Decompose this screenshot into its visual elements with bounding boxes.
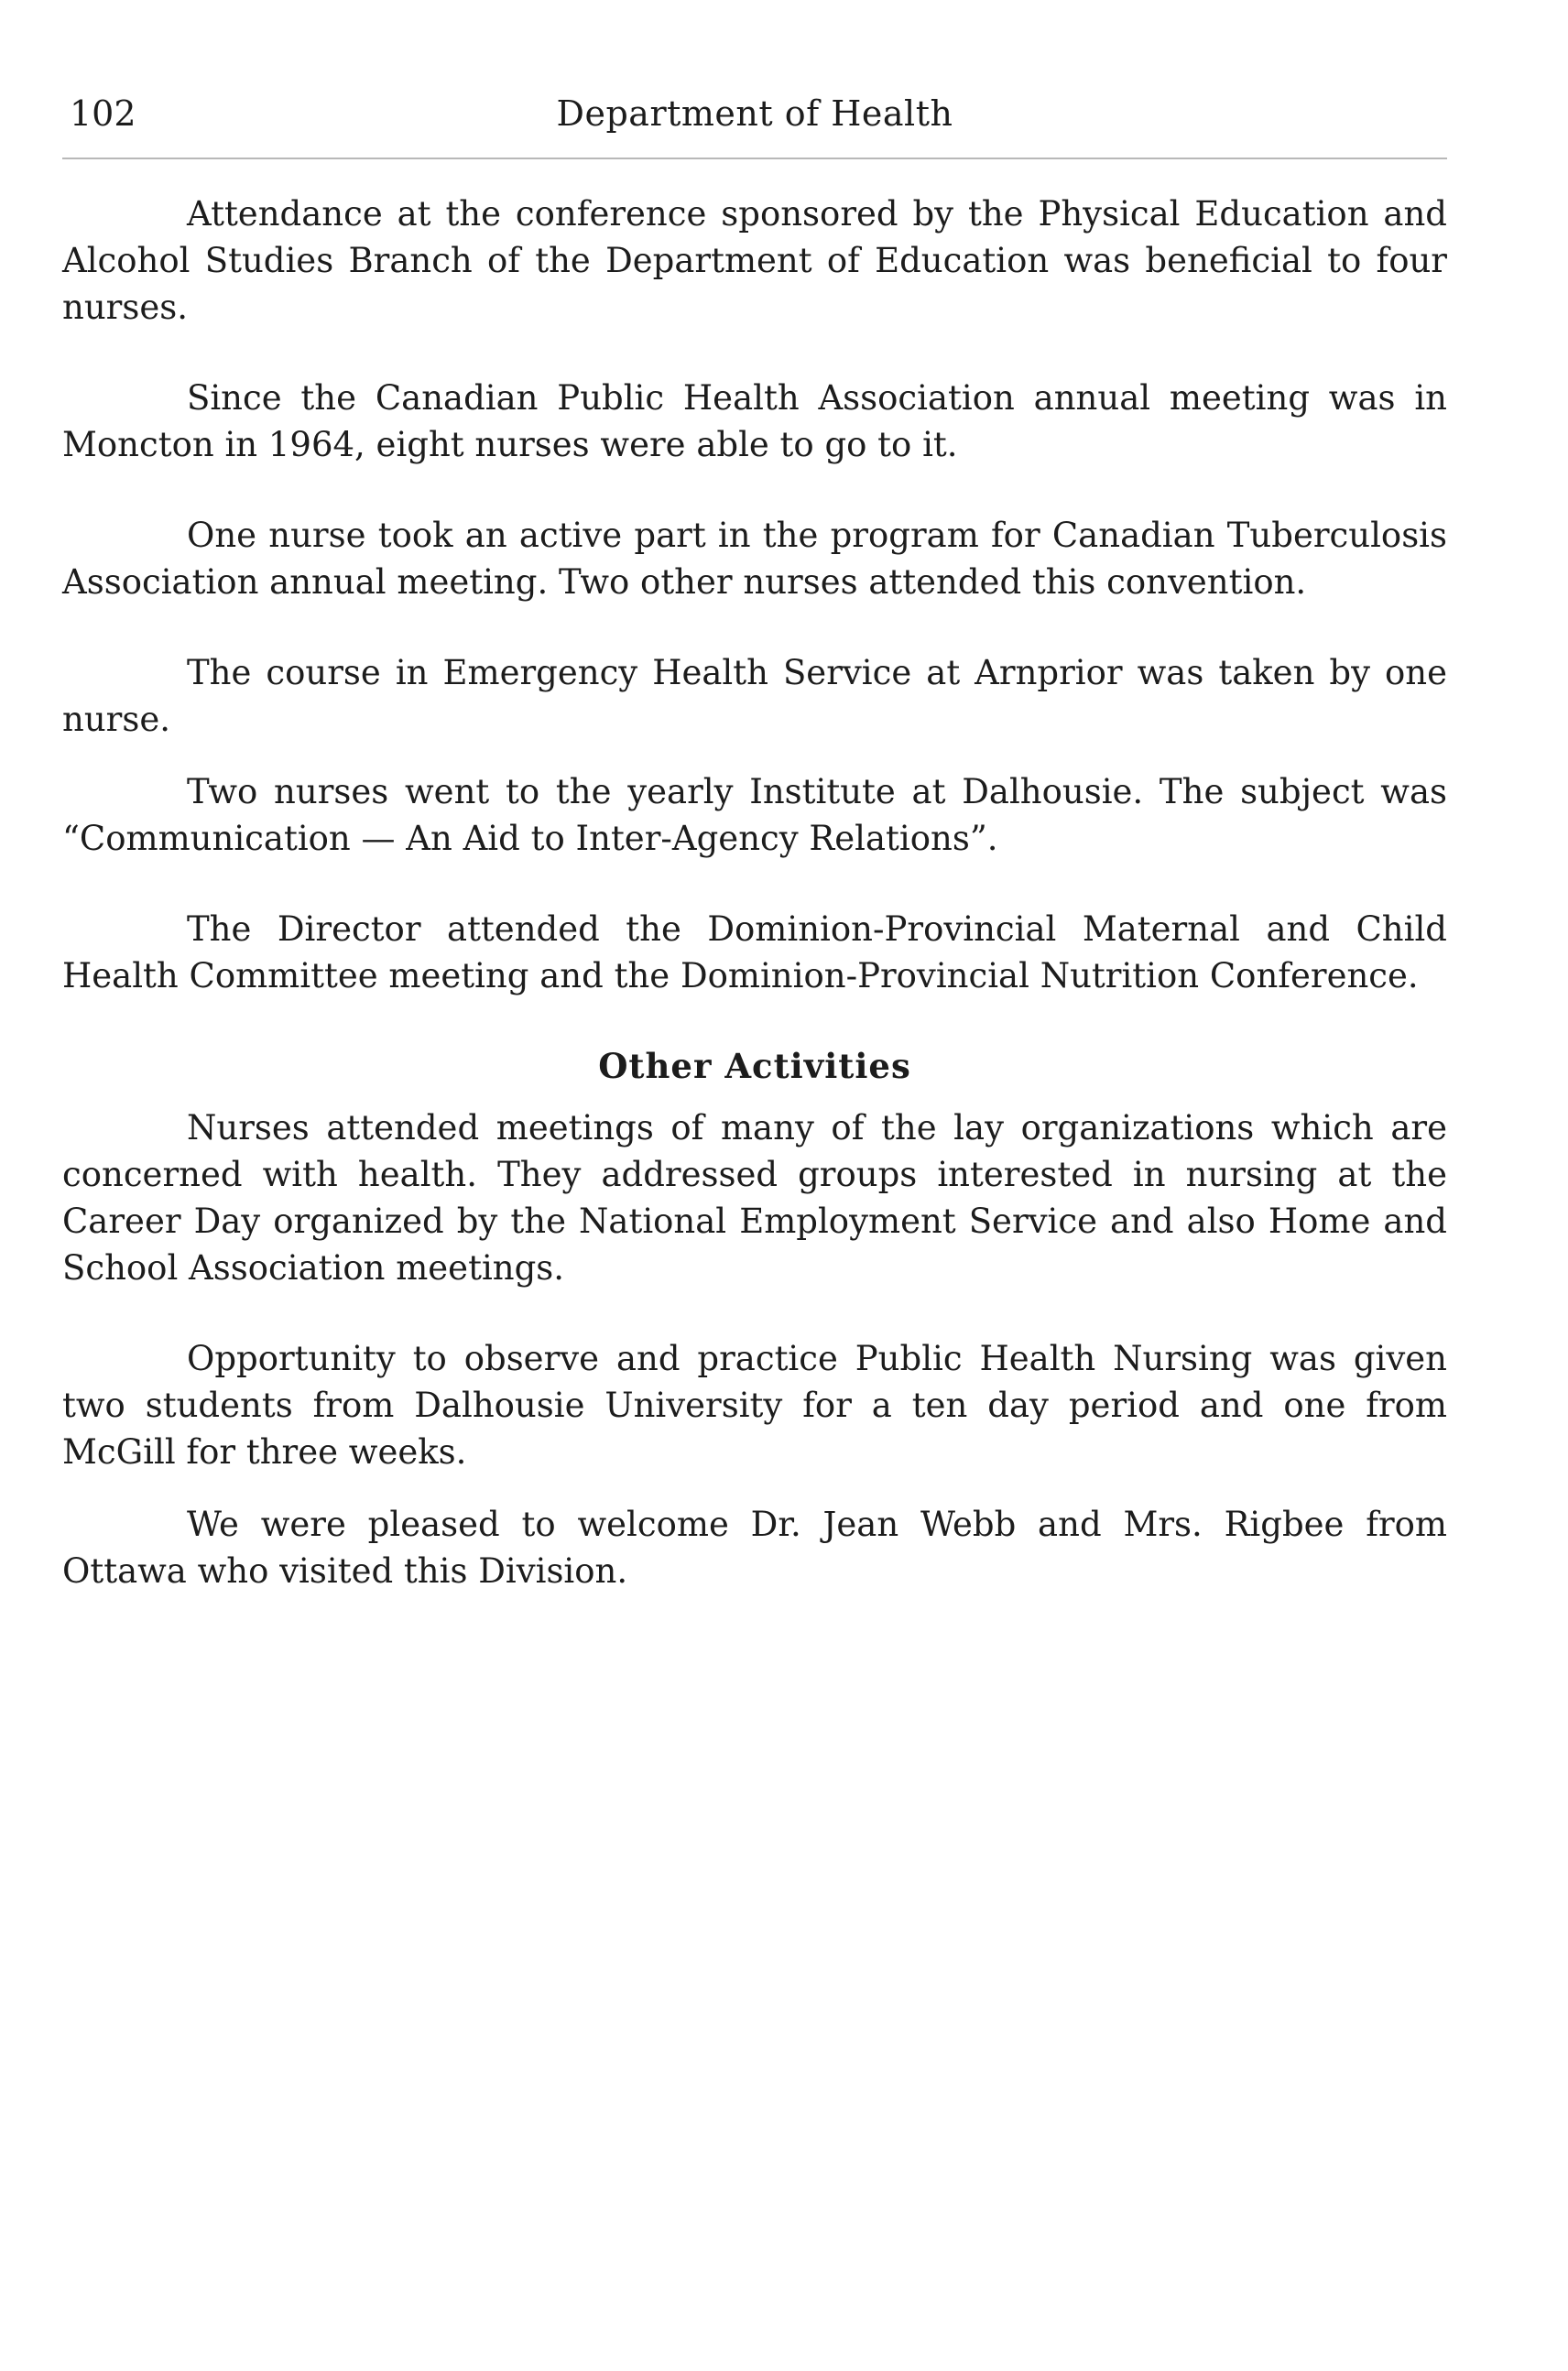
page-number: 102	[70, 93, 136, 134]
paragraph-dalhousie-institute: Two nurses went to the yearly Institute at Dalhousie. The subject was “Communication — An Aid to Inter-Agency Relations”.	[62, 772, 1447, 858]
running-head: Department of Health	[556, 93, 953, 134]
paragraph-tuberculosis-association: One nurse took an active part in the program for Canadian Tuberculosis Association annual meeting. Two other nurses attended this convention.	[62, 516, 1447, 602]
paragraph-lay-organizations: Nurses attended meetings of many of the lay organizations which are concerned with health. They addressed groups interested in nursing at the Career Day organized by the National Employment Service and also Home and School Association meetings.	[62, 1108, 1447, 1288]
paragraph-conference: Attendance at the conference sponsored by the Physical Education and Alcohol Studies Branch of the Department of Education was beneficial to four nurses.	[62, 194, 1447, 327]
page-header	[62, 84, 1447, 159]
section-heading: Other Activities	[598, 1046, 911, 1086]
paragraph-emergency-health-service: The course in Emergency Health Service at Arnprior was taken by one nurse.	[62, 653, 1447, 739]
paragraph-visitors: We were pleased to welcome Dr. Jean Webb and Mrs. Rigbee from Ottawa who visited this Division.	[62, 1505, 1447, 1591]
paragraph-public-health-association: Since the Canadian Public Health Association annual meeting was in Moncton in 1964, eight nurses were able to go to it.	[62, 378, 1447, 464]
body-text	[62, 190, 1447, 1594]
paragraph-director-meetings: The Director attended the Dominion-Provincial Maternal and Child Health Committee meeting and the Dominion-Provincial Nutrition Conference.	[62, 909, 1447, 995]
paragraph-student-practice: Opportunity to observe and practice Public Health Nursing was given two students from Dalhousie University for a ten day period and one from McGill for three weeks.	[62, 1339, 1447, 1472]
